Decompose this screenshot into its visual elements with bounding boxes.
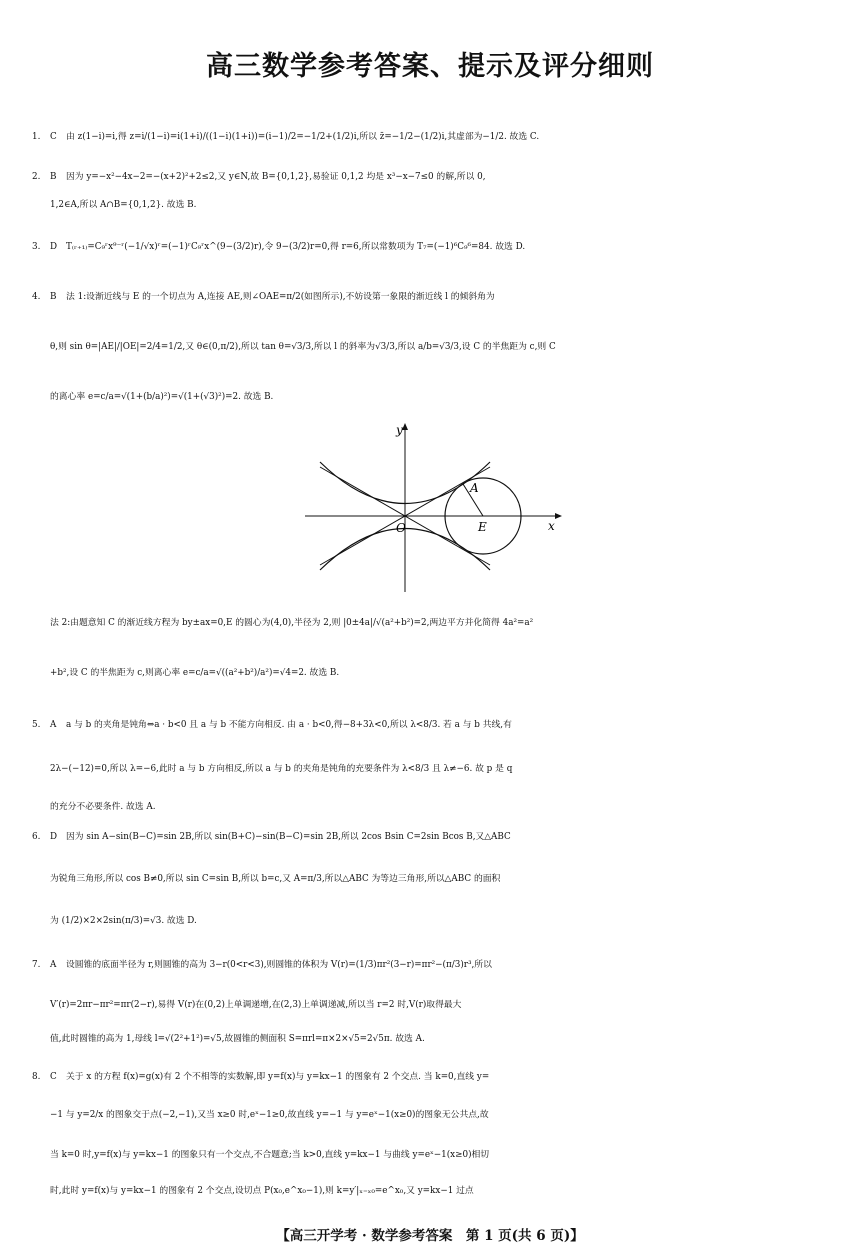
answer-choice: A	[50, 720, 57, 730]
answer-choice: C	[50, 132, 57, 142]
answer-line	[0, 828, 860, 846]
answer-line	[0, 996, 860, 1014]
answer-line	[0, 614, 860, 632]
answer-text: 1,2∈A,所以 A∩B={0,1,2}. 故选 B.	[50, 200, 197, 210]
answer-text: T₍ᵣ₊₁₎=C₉ʳx⁹⁻ʳ(−1/√x)ʳ=(−1)ʳC₉ʳx^(9−(3/2)r),令 9−(3/2)r=0,得 r=6,所以常数项为 T₇=(−1)⁶C₉⁶=84. 故选 D.	[66, 242, 526, 252]
axis-label-y: y	[396, 423, 403, 437]
answer-choice: A	[50, 960, 57, 970]
answer-line	[0, 388, 860, 406]
answer-text: 关于 x 的方程 f(x)=g(x)有 2 个不相等的实数解,即 y=f(x)与 y=kx−1 的图象有 2 个交点. 当 k=0,直线 y=	[66, 1072, 490, 1082]
question-number: 8.	[32, 1072, 41, 1082]
answer-text: 设圆锥的底面半径为 r,则圆锥的高为 3−r(0<r<3),则圆锥的体积为 V(r)=(1/3)πr²(3−r)=πr²−(π/3)r³,所以	[66, 960, 492, 970]
answer-line	[0, 912, 860, 930]
answer-line	[0, 760, 860, 778]
answer-line	[0, 196, 860, 214]
answer-text: 因为 y=−x²−4x−2=−(x+2)²+2≤2,又 y∈N,故 B={0,1,2},易验证 0,1,2 均是 x³−x−7≤0 的解,所以 0,	[66, 172, 486, 182]
answer-line	[0, 1068, 860, 1086]
answer-line	[0, 870, 860, 888]
answer-text: θ,则 sin θ=|AE|/|OE|=2/4=1/2,又 θ∈(0,π/2),所以 tan θ=√3/3,所以 l 的斜率为√3/3,所以 a/b=√3/3,设 C 的半焦距为 c,则 C	[50, 342, 556, 352]
answer-line	[0, 664, 860, 682]
axis-label-x: x	[548, 519, 555, 533]
answer-line	[0, 716, 860, 734]
page-title: 高三数学参考答案、提示及评分细则	[206, 51, 654, 82]
question-number: 3.	[32, 242, 41, 252]
page-footer: 【高三开学考 · 数学参考答案 第 1 页(共 6 页)】	[276, 1228, 584, 1244]
answer-line	[0, 168, 860, 186]
question-number: 1.	[32, 132, 41, 142]
question-number: 7.	[32, 960, 41, 970]
answer-choice: B	[50, 172, 57, 182]
answer-line	[0, 1106, 860, 1124]
answer-text: 时,此时 y=f(x)与 y=kx−1 的图象有 2 个交点,设切点 P(x₀,e^x₀−1),则 k=y′|ₓ₌ₓ₀=e^x₀,又 y=kx−1 过点	[50, 1186, 474, 1196]
answer-line	[0, 798, 860, 816]
question-number: 2.	[32, 172, 41, 182]
answer-line	[0, 338, 860, 356]
hyperbola-figure	[300, 420, 565, 595]
answer-line	[0, 288, 860, 306]
answer-text: 由 z(1−i)=i,得 z=i/(1−i)=i(1+i)/((1−i)(1+i))=(i−1)/2=−1/2+(1/2)i,所以 z̄=−1/2−(1/2)i,其虚部为−1/2. 故选 C.	[66, 132, 540, 142]
answer-text: +b²,设 C 的半焦距为 c,则离心率 e=c/a=√((a²+b²)/a²)=√4=2. 故选 B.	[50, 668, 340, 678]
answer-text: 的离心率 e=c/a=√(1+(b/a)²)=√(1+(√3)²)=2. 故选 B.	[50, 392, 274, 402]
answer-choice: C	[50, 1072, 57, 1082]
question-number: 5.	[32, 720, 41, 730]
answer-line	[0, 1182, 860, 1200]
answer-text: V′(r)=2πr−πr²=πr(2−r),易得 V(r)在(0,2)上单调递增,在(2,3)上单调递减,所以当 r=2 时,V(r)取得最大	[50, 1000, 462, 1010]
answer-text: 当 k=0 时,y=f(x)与 y=kx−1 的图象只有一个交点,不合题意;当 k>0,直线 y=kx−1 与曲线 y=eˣ−1(x≥0)相切	[50, 1150, 490, 1160]
question-number: 6.	[32, 832, 41, 842]
answer-line	[0, 1146, 860, 1164]
answer-choice: D	[50, 832, 58, 842]
answer-text: −1 与 y=2/x 的图象交于点(−2,−1),又当 x≥0 时,eˣ−1≥0,故直线 y=−1 与 y=eˣ−1(x≥0)的图象无公共点,故	[50, 1110, 489, 1120]
answer-text: 为锐角三角形,所以 cos B≠0,所以 sin C=sin B,所以 b=c,又 A=π/3,所以△ABC 为等边三角形,所以△ABC 的面积	[50, 874, 501, 884]
origin-label: O	[396, 521, 406, 535]
answer-text: 值,此时圆锥的高为 1,母线 l=√(2²+1²)=√5,故圆锥的侧面积 S=πrl=π×2×√5=2√5π. 故选 A.	[50, 1034, 425, 1044]
answer-text: 因为 sin A−sin(B−C)=sin 2B,所以 sin(B+C)−sin(B−C)=sin 2B,所以 2cos Bsin C=2sin Bcos B,又△ABC	[66, 832, 511, 842]
point-e-label: E	[478, 520, 487, 534]
answer-text: 法 1:设渐近线与 E 的一个切点为 A,连接 AE,则∠OAE=π/2(如图所示),不妨设第一象限的渐近线 l 的倾斜角为	[66, 292, 495, 302]
answer-line	[0, 238, 860, 256]
point-a-label: A	[470, 481, 479, 495]
question-number: 4.	[32, 292, 41, 302]
answer-choice: D	[50, 242, 58, 252]
answer-text: a 与 b 的夹角是钝角⇔a · b<0 且 a 与 b 不能方向相反. 由 a · b<0,得−8+3λ<0,所以 λ<8/3. 若 a 与 b 共线,有	[66, 720, 512, 730]
answer-text: 2λ−(−12)=0,所以 λ=−6,此时 a 与 b 方向相反,所以 a 与 b 的夹角是钝角的充要条件为 λ<8/3 且 λ≠−6. 故 p 是 q	[50, 764, 513, 774]
answer-choice: B	[50, 292, 57, 302]
answer-text: 的充分不必要条件. 故选 A.	[50, 802, 156, 812]
answer-line	[0, 956, 860, 974]
answer-text: 法 2:由题意知 C 的渐近线方程为 by±ax=0,E 的圆心为(4,0),半径为 2,则 |0±4a|/√(a²+b²)=2,两边平方并化简得 4a²=a²	[50, 618, 534, 628]
answer-line	[0, 1030, 860, 1048]
answer-text: 为 (1/2)×2×2sin(π/3)=√3. 故选 D.	[50, 916, 197, 926]
answer-line	[0, 128, 860, 146]
